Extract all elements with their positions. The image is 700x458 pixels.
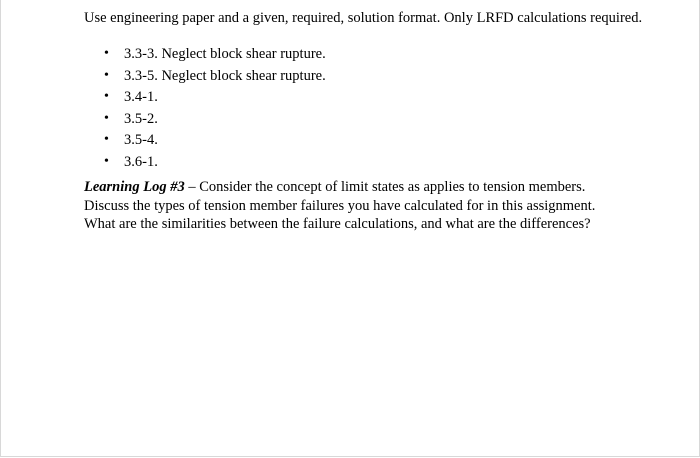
instruction-text: Use engineering paper and a given, required, solution format. Only LRFD calculations required.	[84, 10, 643, 26]
bullet-icon: •	[104, 110, 109, 126]
assignment-text: 3.5-2.	[124, 110, 158, 127]
assignment-text: 3.3-3. Neglect block shear rupture.	[124, 46, 326, 62]
bullet-icon: •	[104, 67, 109, 83]
bullet-icon: •	[104, 46, 109, 61]
learning-log-title: Learning Log #3	[84, 179, 185, 195]
assignment-text: 3.6-1.	[124, 153, 158, 170]
assignment-text: 3.5-4.	[124, 132, 158, 148]
bullet-icon: •	[104, 153, 109, 169]
assignment-text: 3.3-5. Neglect block shear rupture.	[124, 67, 326, 84]
learning-log-paragraph	[84, 178, 624, 234]
learning-log-body: – Consider the concept of limit states as applies to tension members. Discuss the types of tension member failures you have calculated for in this assignment. What are the similarities between the failure calculations, and what are the differences?	[84, 179, 596, 232]
bullet-icon: •	[104, 89, 109, 104]
assignment-text: 3.4-1.	[124, 89, 158, 105]
bullet-icon: •	[104, 132, 109, 147]
